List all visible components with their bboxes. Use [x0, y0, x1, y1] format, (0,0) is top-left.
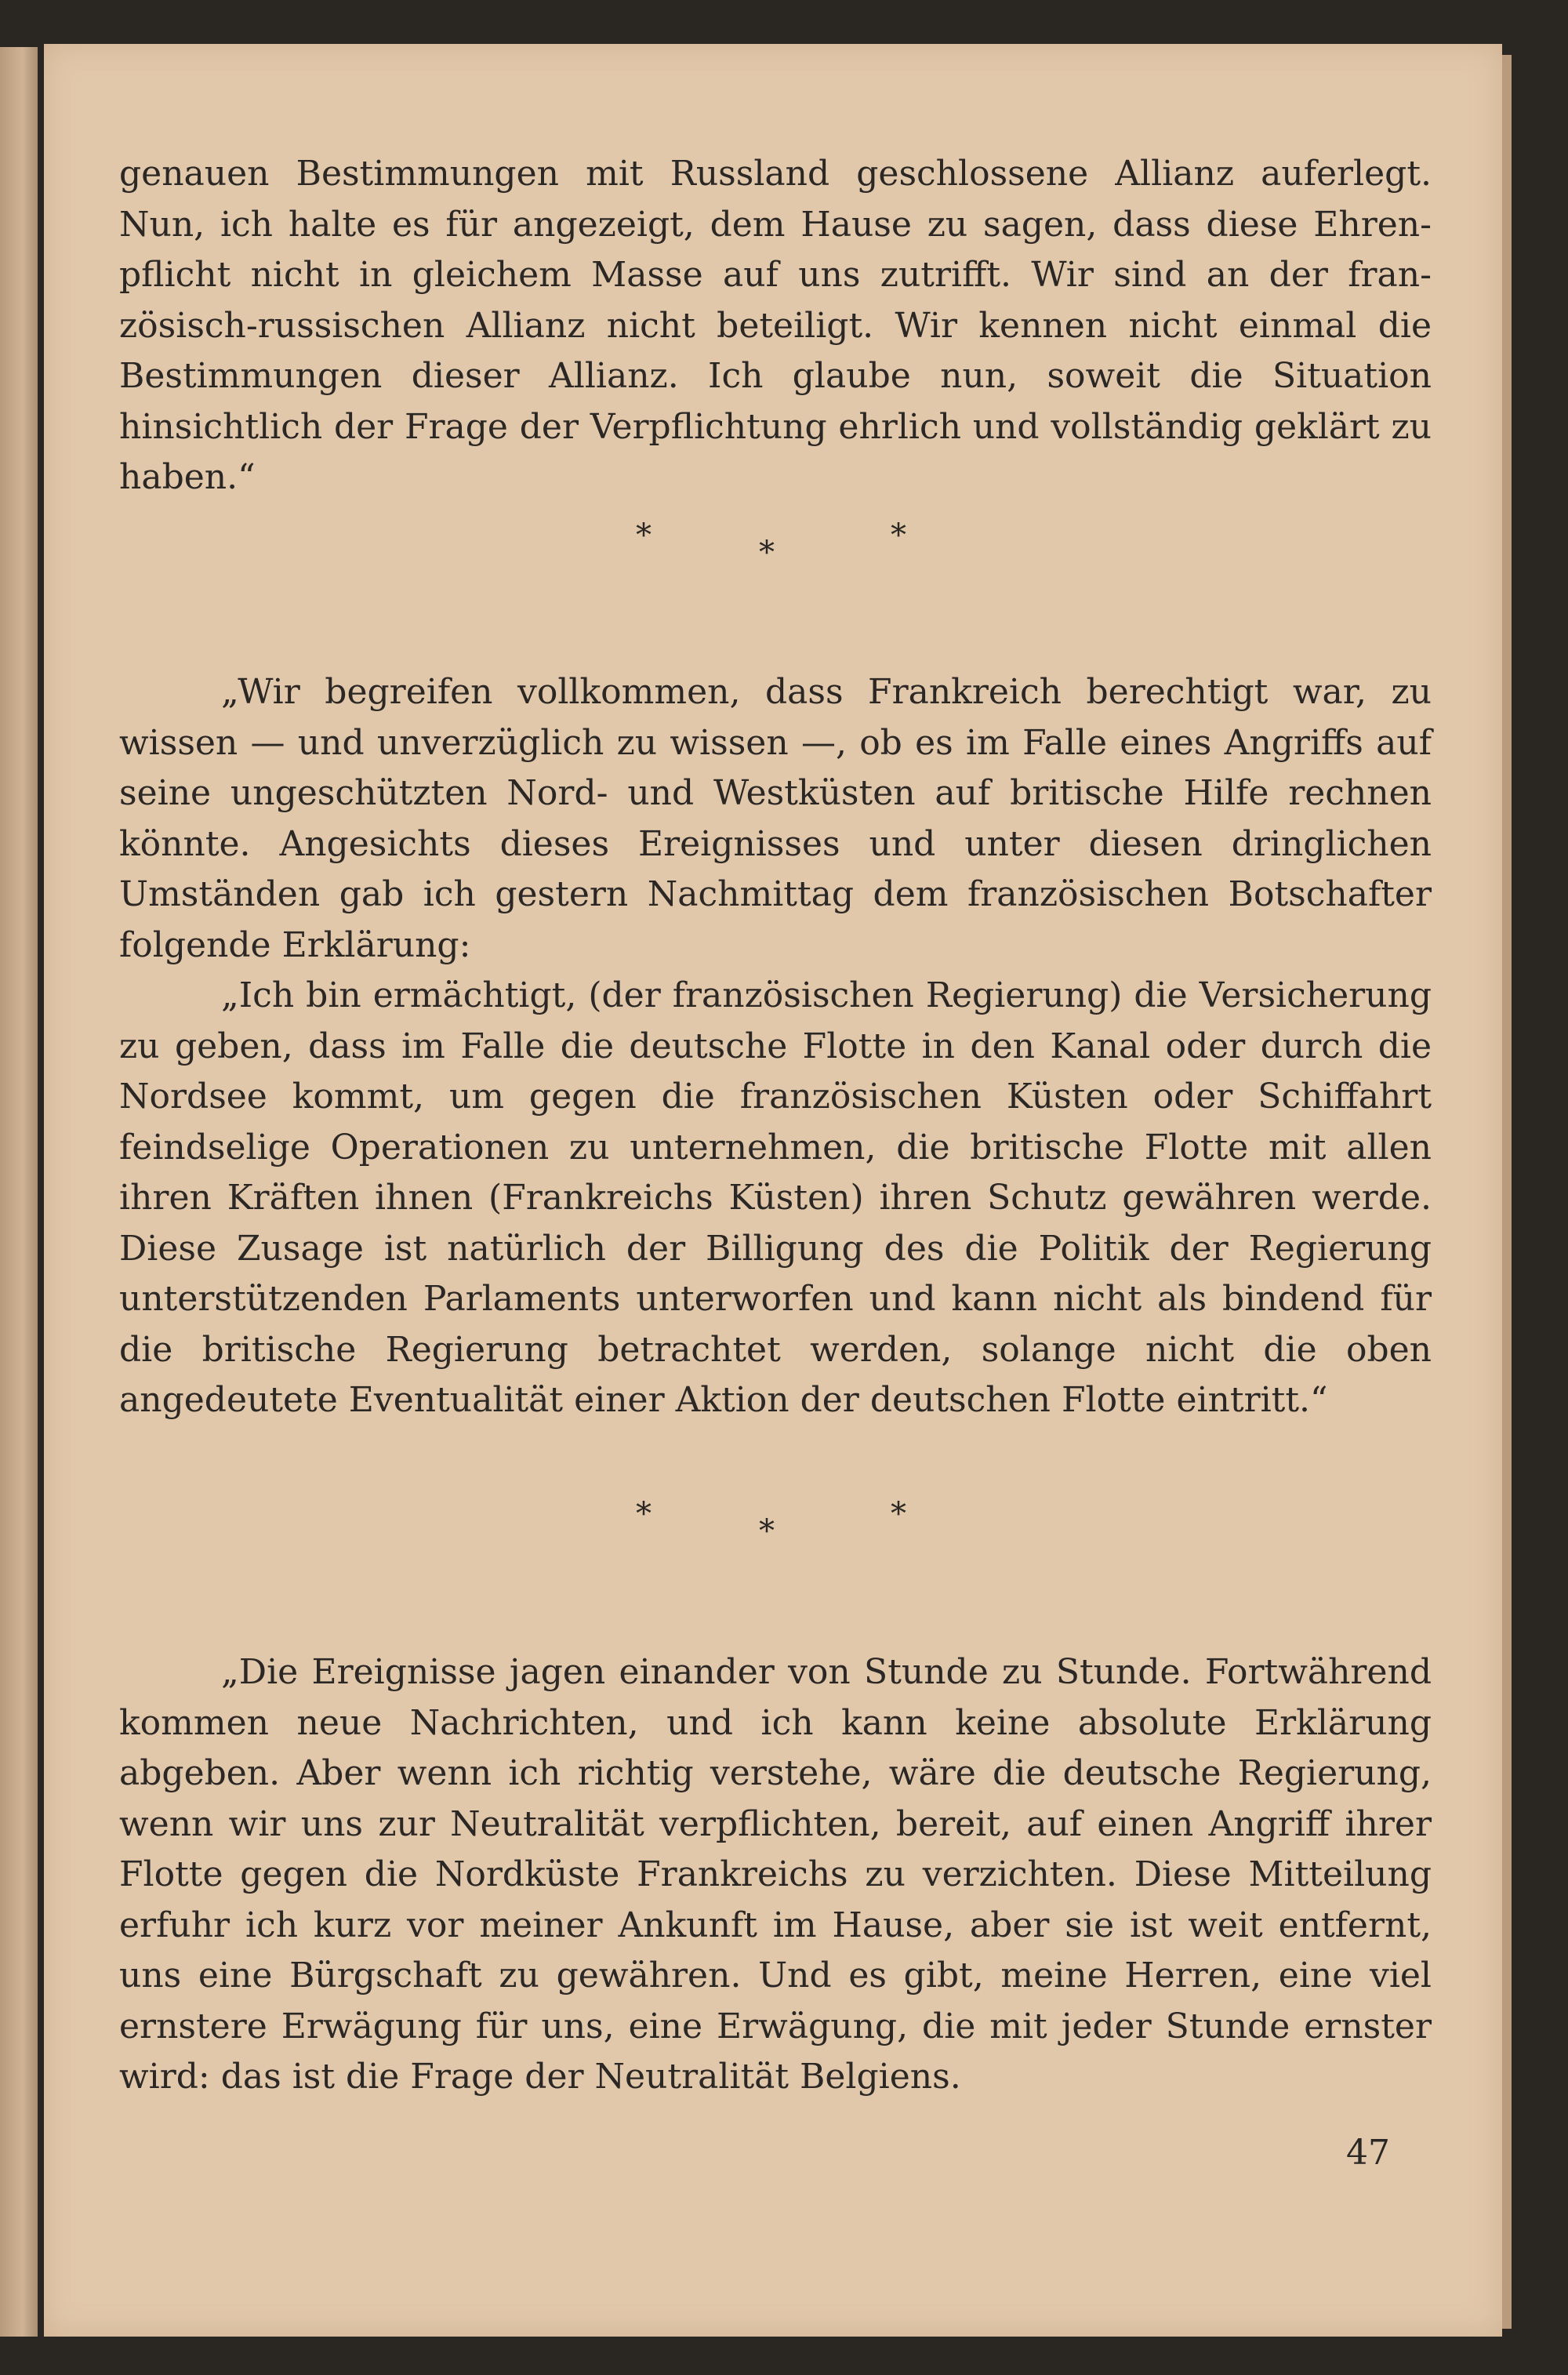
paragraph: „Die Ereignisse jagen einander von Stunde zu Stunde. Fortwährend kommen neue Nachrichten, und ich kann keine absolute Erklärung abgeben. Aber wenn ich richtig verstehe, wäre die deutsche Regierung, wenn wir uns zur Neutralität verpflichten, bereit, auf einen Angriff ihrer Flotte gegen die Nordküste Frankreichs zu verzichten. Diese Mitteilung erfuhr ich kurz vor meiner Ankunft im Hause, aber sie ist weit entfernt, uns eine Bürgschaft zu gewähren. Und es gibt, meine Herren, eine viel ernstere Erwägung für uns, eine Erwägung, die mit jeder Stunde ernster wird: das ist die Frage der Neutralität Belgiens.: [119, 1652, 1432, 2097]
paragraph: „Ich bin ermächtigt, (der französischen Regierung) die Versicherung zu geben, dass im Falle die deutsche Flotte in den Kanal oder durch die Nordsee kommt, um gegen die französischen Küsten oder Schiffahrt feindselige Operationen zu unternehmen, die britische Flotte mit allen ihren Kräften ihnen (Frankreichs Küsten) ihren Schutz gewähren werde. Diese Zusage ist natürlich der Billigung des die Politik der Regierung unterstützenden Parlaments unterworfen und kann nicht als bindend für die britische Regierung betrachtet werden, solange nicht die oben angedeutete Eventualität einer Aktion der deutschen Flotte eintritt.“: [119, 975, 1432, 1420]
asterisk: *: [891, 517, 906, 554]
book-page: [44, 44, 1502, 2337]
text-block-middle: [119, 667, 1432, 1426]
page-right-edge: [1502, 55, 1512, 2329]
asterisk: *: [891, 1496, 906, 1532]
text-block-top: [119, 149, 1432, 503]
left-page-edge: [0, 47, 38, 2337]
asterisk: *: [636, 517, 652, 554]
section-separator: [44, 517, 1502, 580]
asterisk: *: [759, 535, 775, 571]
section-separator: [44, 1496, 1502, 1559]
asterisk: *: [759, 1513, 775, 1549]
paragraph: „Wir begreifen vollkommen, dass Frankreich berechtigt war, zu wissen — und unverzüglich zu wissen —, ob es im Falle eines Angriffs auf seine ungeschützten Nord- und Westküsten auf britische Hilfe rechnen könnte. Angesichts dieses Ereignisses und unter diesen dringlichen Umständen gab ich gestern Nachmittag dem französischen Botschafter folgende Erklärung:: [119, 672, 1432, 965]
paragraph: genauen Bestimmungen mit Russland geschlossene Allianz auferlegt. Nun, ich halte es für angezeigt, dem Hause zu sagen, dass diese Ehrenpflicht nicht in gleichem Masse auf uns zutrifft. Wir sind an der französisch-russischen Allianz nicht beteiligt. Wir kennen nicht einmal die Bestimmungen dieser Allianz. Ich glaube nun, soweit die Situation hinsichtlich der Frage der Verpflichtung ehrlich und vollständig geklärt zu haben.“: [119, 154, 1432, 497]
page-number: 47: [1346, 2133, 1390, 2173]
text-block-bottom: [119, 1647, 1432, 2103]
asterisk: *: [636, 1496, 652, 1532]
